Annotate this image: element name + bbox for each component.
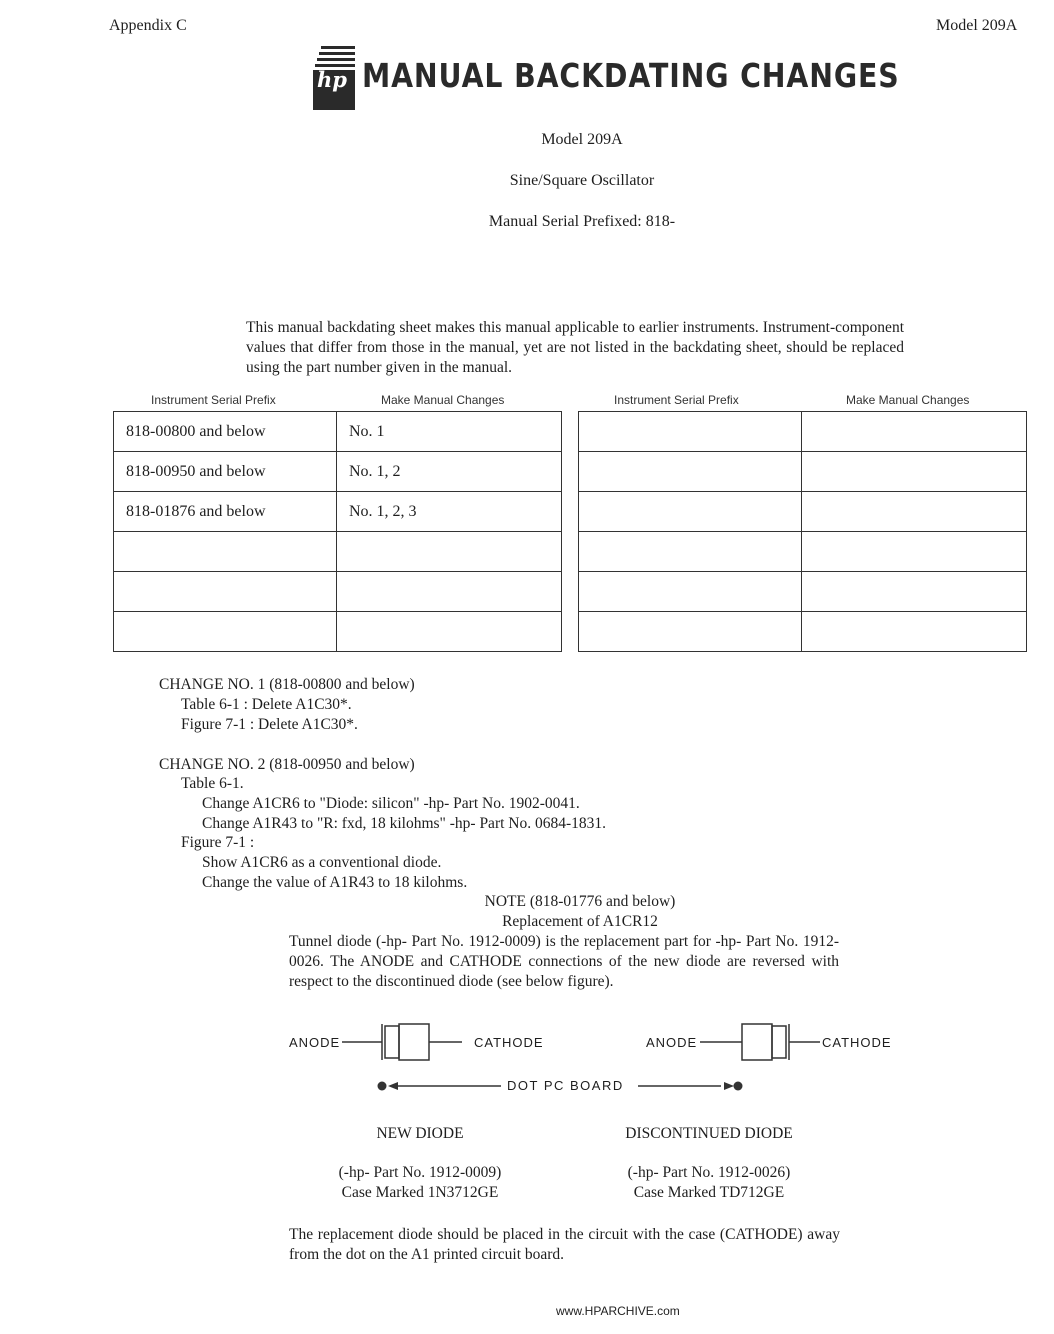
header-appendix: Appendix C [109,17,187,34]
table-row [114,492,562,532]
table-row [114,452,562,492]
cathode-label-old: CATHODE [822,1035,892,1050]
table-row [579,412,1027,452]
table-cell-prefix: 818-00950 and below [114,452,337,492]
table-row [579,452,1027,492]
change-2-figure-label: Figure 7-1 : [181,834,255,851]
model-subtitle: Model 209A [541,131,623,148]
col-header-prefix-right: Instrument Serial Prefix [614,393,739,407]
hp-logo [313,46,357,110]
change-1-line: Figure 7-1 : Delete A1C30*. [181,716,358,733]
old-diode-part: (-hp- Part No. 1912-0026) [627,1164,791,1181]
change-2-line: Change A1R43 to "R: fxd, 18 kilohms" -hp- Part No. 0684-1831. [202,815,607,832]
table-row [114,572,562,612]
change-2-line: Show A1CR6 as a conventional diode. [202,854,442,871]
new-diode-part: (-hp- Part No. 1912-0009) [338,1164,502,1181]
anode-label-old: ANODE [646,1035,698,1050]
table-row [579,612,1027,652]
change-1-heading: CHANGE NO. 1 (818-00800 and below) [159,676,415,693]
serial-prefix: Manual Serial Prefixed: 818- [488,213,676,230]
old-diode-case: Case Marked TD712GE [633,1184,785,1201]
change-2-heading: CHANGE NO. 2 (818-00950 and below) [159,756,415,773]
dot-pc-board-label: DOT PC BOARD [507,1078,624,1093]
instrument-name: Sine/Square Oscillator [509,172,655,189]
table-row [114,612,562,652]
new-diode-title: NEW DIODE [376,1125,464,1142]
table-row [114,532,562,572]
note-subtitle: Replacement of A1CR12 [502,913,658,930]
table-row [579,532,1027,572]
col-header-prefix-left: Instrument Serial Prefix [151,393,276,407]
hp-logo-text: hp [317,67,347,92]
footer-url[interactable]: www.HPARCHIVE.com [556,1304,680,1318]
note-title: NOTE (818-01776 and below) [484,893,676,910]
table-cell-changes: No. 1, 2 [337,452,562,492]
table-cell-changes: No. 1, 2, 3 [337,492,562,532]
cathode-label-new: CATHODE [474,1035,544,1050]
table-cell-prefix: 818-01876 and below [114,492,337,532]
closing-paragraph: The replacement diode should be placed in the circuit with the case (CATHODE) away from the dot on the A1 printed circuit board. [289,1226,840,1263]
table-row [579,492,1027,532]
anode-label-new: ANODE [289,1035,341,1050]
col-header-changes-left: Make Manual Changes [381,393,505,407]
change-1-line: Table 6-1 : Delete A1C30*. [181,696,352,713]
change-2-line: Change the value of A1R43 to 18 kilohms. [202,874,468,891]
note-text: Tunnel diode (-hp- Part No. 1912-0009) is the replacement part for -hp- Part No. 1912-0026. The ANODE and CATHODE connections of the new diode are reversed with respect to the discontinued diode (see below figure). [289,933,839,990]
col-header-changes-right: Make Manual Changes [846,393,970,407]
intro-paragraph: This manual backdating sheet makes this manual applicable to earlier instruments. Instrument-component values that differ from those in the manual, yet are not listed in the backdating sheet, should be replaced using the part number given in the manual. [246,319,904,376]
backdating-table-left [113,411,562,652]
page-title: MANUAL BACKDATING CHANGES [362,56,900,95]
backdating-table-right [578,411,1027,652]
header-model: Model 209A [936,17,1018,34]
new-diode-case: Case Marked 1N3712GE [341,1184,499,1201]
table-cell-prefix: 818-00800 and below [114,412,337,452]
old-diode-symbol [700,1018,825,1069]
old-diode-title: DISCONTINUED DIODE [625,1125,793,1142]
new-diode-symbol [342,1018,472,1069]
table-row [579,572,1027,612]
change-2-table-label: Table 6-1. [181,775,244,792]
table-row [114,412,562,452]
table-cell-changes: No. 1 [337,412,562,452]
change-2-line: Change A1CR6 to "Diode: silicon" -hp- Part No. 1902-0041. [202,795,580,812]
